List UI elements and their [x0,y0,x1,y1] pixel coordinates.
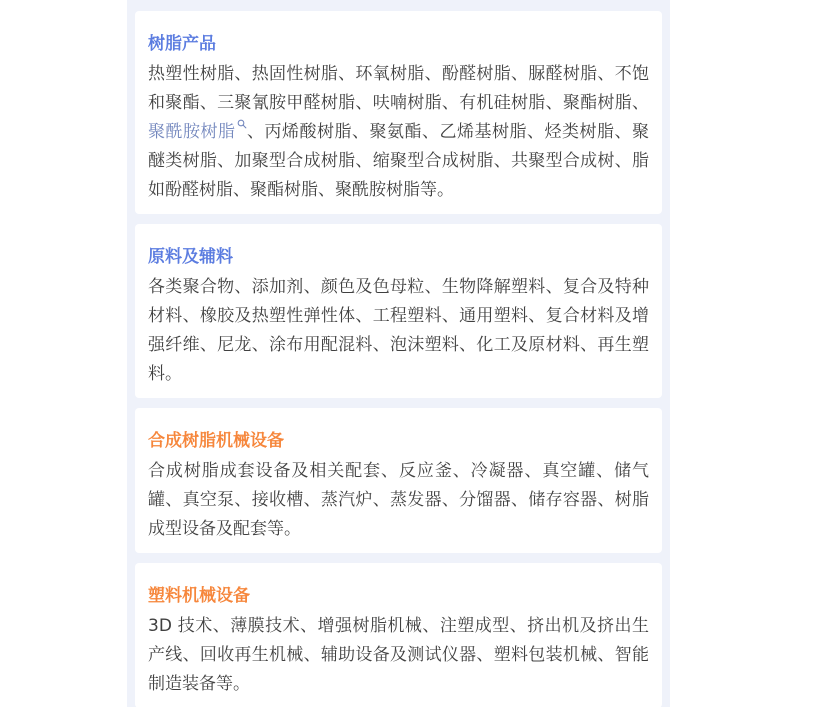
entity-link-label: 聚酰胺树脂 [148,122,236,142]
section-body-text: 热塑性树脂、热固性树脂、环氧树脂、酚醛树脂、脲醛树脂、不饱和聚酯、三聚氰胺甲醛树脂、呋喃树脂、有机硅树脂、聚酯树脂、 [148,64,649,113]
entity-link-polyamide-resin[interactable] [148,122,247,142]
section-body-text: 、丙烯酸树脂、聚氨酯、乙烯基树脂、烃类树脂、聚醚类树脂、加聚型合成树脂、缩聚型合成树脂、共聚型合成树、脂如酚醛树脂、聚酯树脂、聚酰胺树脂等。 [148,122,649,200]
section-body-plastic-machinery: 3D 技术、薄膜技术、增强树脂机械、注塑成型、挤出机及挤出生产线、回收再生机械、辅助设备及测试仪器、塑料包装机械、智能制造装备等。 [148,616,649,694]
section-title-resin-machinery: 合成树脂机械设备 [148,431,284,451]
search-icon [237,119,247,129]
section-card-resin-products [135,11,662,214]
section-card-resin-machinery [135,408,662,553]
section-title-raw-materials: 原料及辅料 [148,247,233,267]
section-body-resin-products [148,60,649,205]
content-panel [127,0,670,707]
section-body-resin-machinery: 合成树脂成套设备及相关配套、反应釜、冷凝器、真空罐、储气罐、真空泵、接收槽、蒸汽炉、蒸发器、分馏器、储存容器、树脂成型设备及配套等。 [148,461,649,539]
section-card-plastic-machinery [135,563,662,708]
section-body-raw-materials: 各类聚合物、添加剂、颜色及色母粒、生物降解塑料、复合及特种材料、橡胶及热塑性弹性体、工程塑料、通用塑料、复合材料及增强纤维、尼龙、涂布用配混料、泡沫塑料、化工及原材料、再生塑料。 [148,277,649,384]
section-title-plastic-machinery: 塑料机械设备 [148,586,250,606]
section-card-raw-materials [135,224,662,398]
section-title-resin-products: 树脂产品 [148,34,216,54]
